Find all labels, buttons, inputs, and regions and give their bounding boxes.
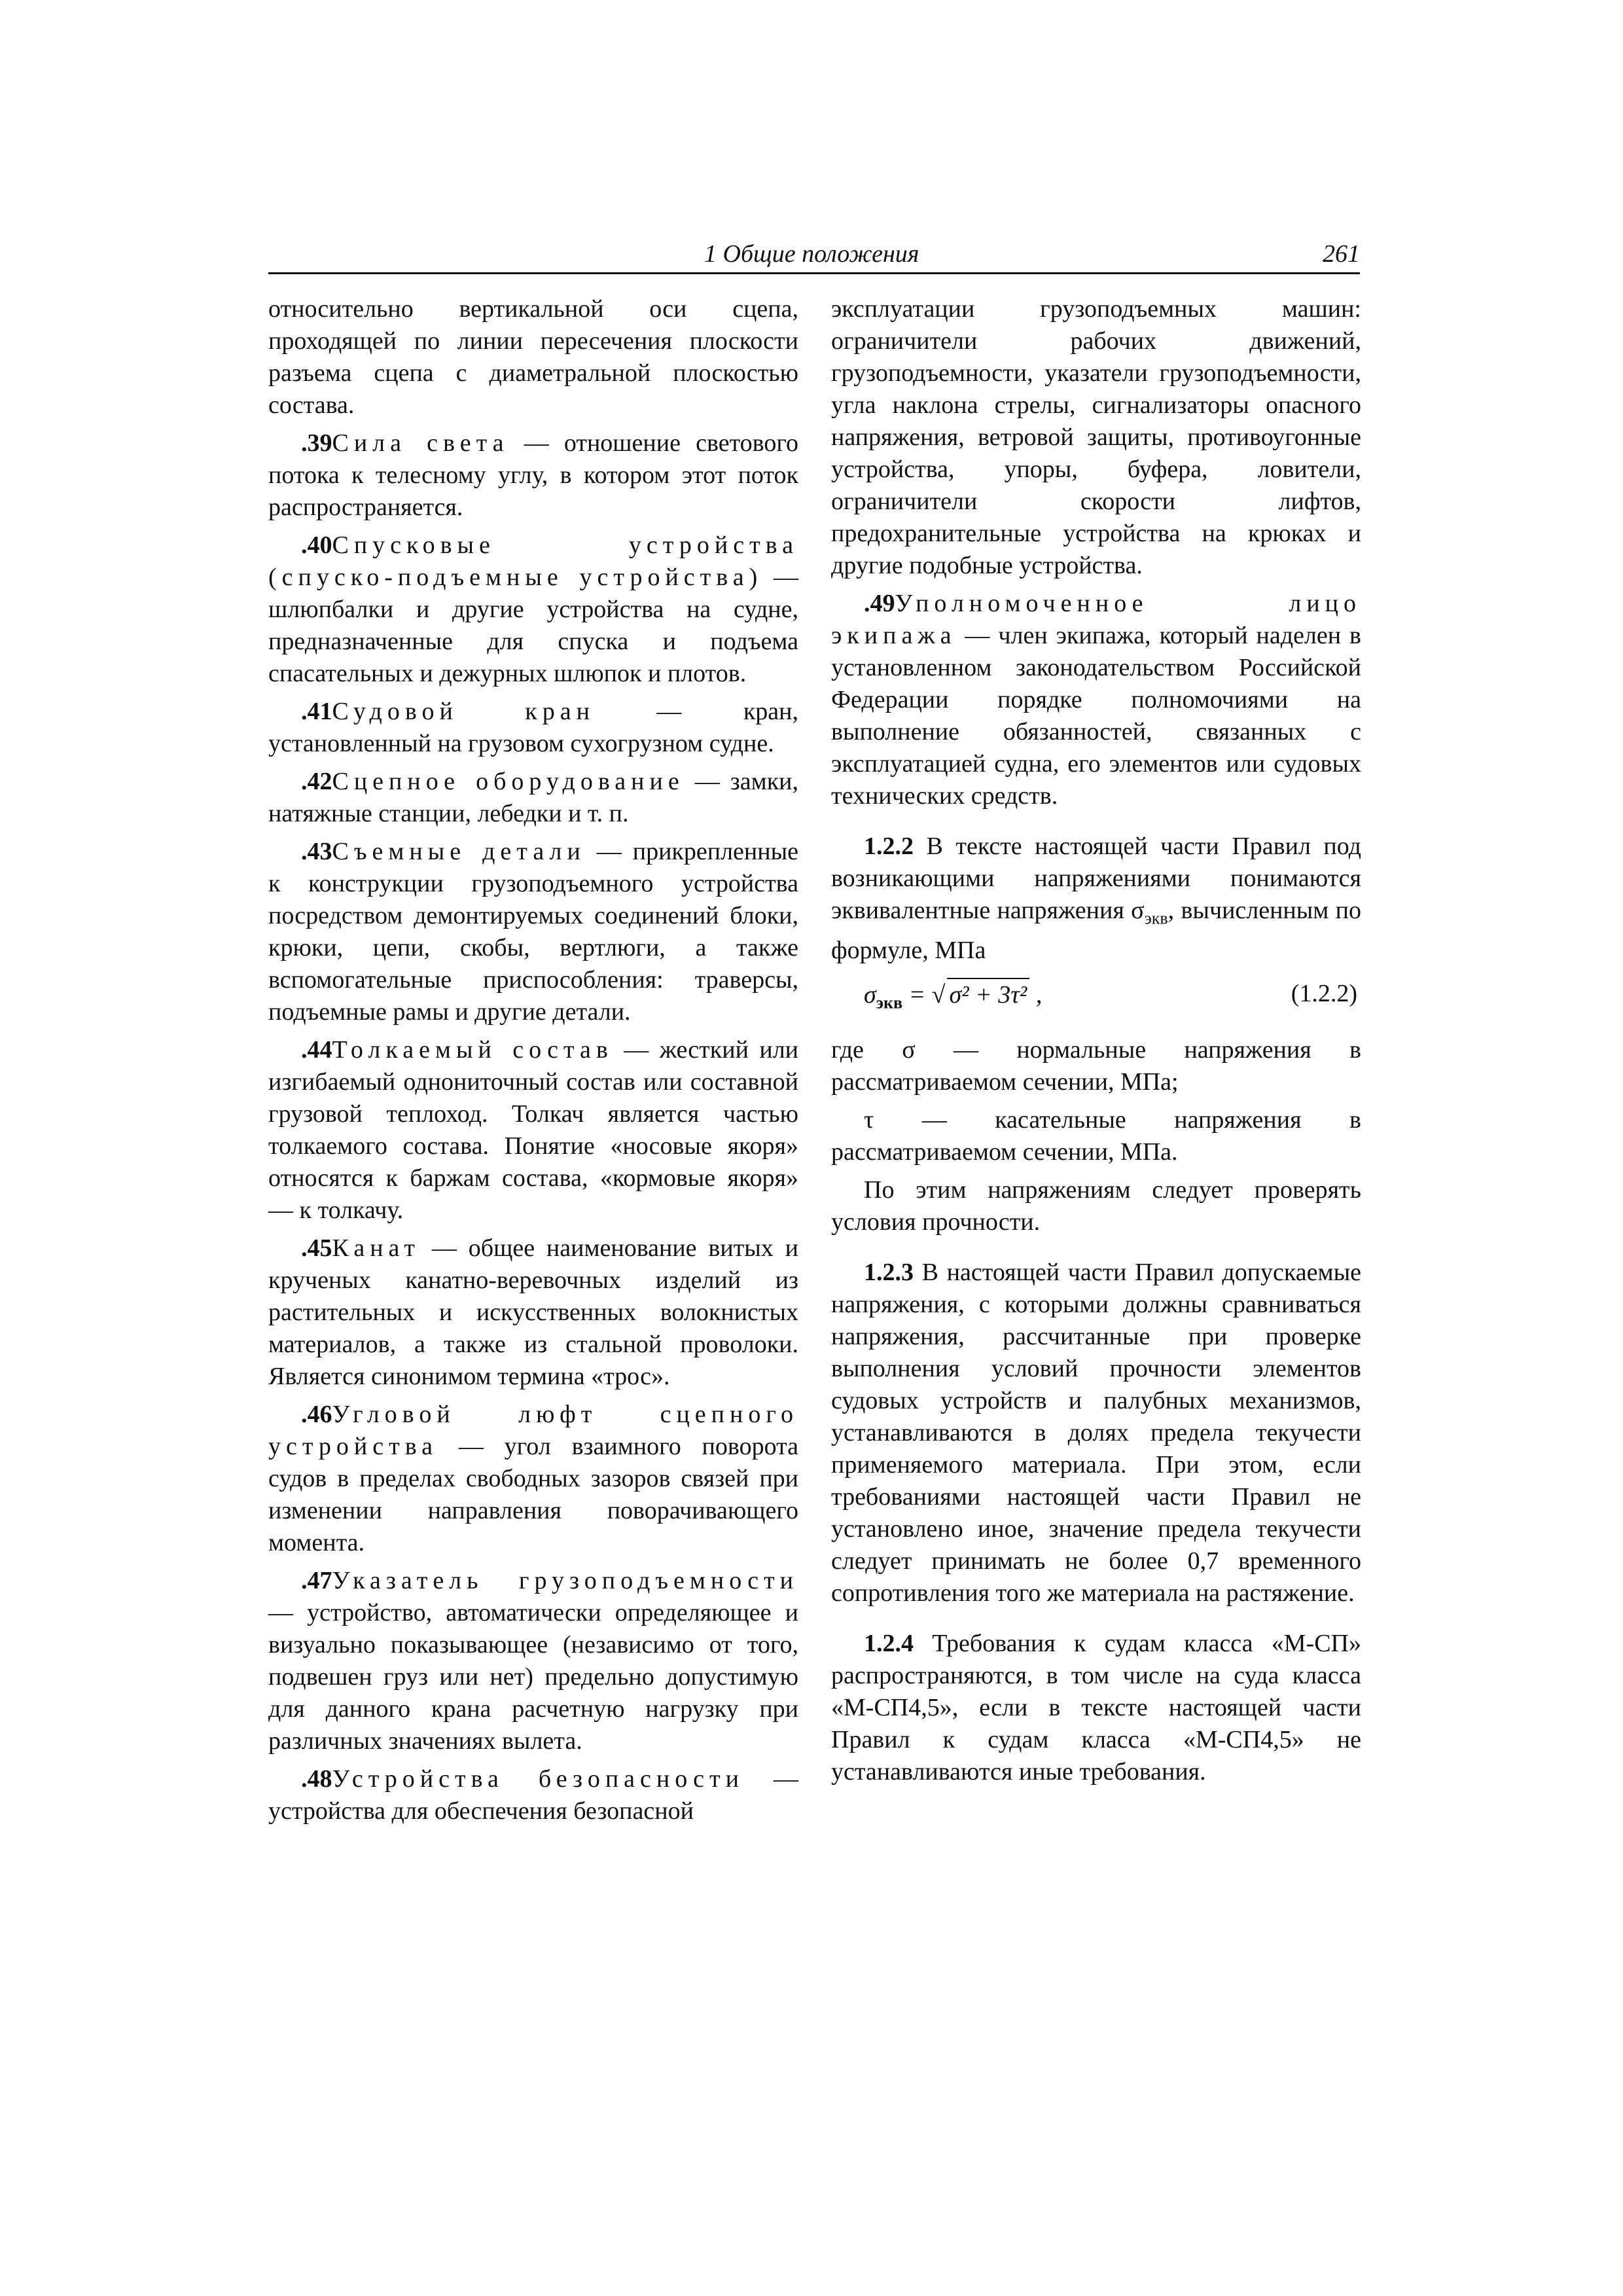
term: Толкаемый состав <box>332 1036 613 1064</box>
sigma-equivalent-symbol: $\sigma_{экв}$ <box>1131 897 1168 928</box>
section-text-end: , вычисленным по формуле, МПа <box>831 897 1361 964</box>
term: Съемные детали <box>332 838 586 865</box>
definition-45 <box>268 1232 798 1393</box>
item-number: .41 <box>301 698 332 725</box>
item-number: .47 <box>301 1567 332 1594</box>
term: Указатель грузоподъемности <box>332 1567 798 1594</box>
item-number: .39 <box>301 429 332 457</box>
term: Устройства безопасности <box>332 1765 744 1793</box>
section-number: 1.2.2 <box>864 833 914 860</box>
term: Угловой люфт сцепного устройства <box>268 1401 798 1460</box>
where-sigma: где σ — нормальные напряжения в рассматриваемом сечении, МПа; <box>831 1035 1361 1096</box>
term: Сцепное оборудование <box>332 768 685 795</box>
definition-39 <box>268 427 798 524</box>
definition-text: — кран, установленный на грузовом сухогрузном судне. <box>268 698 798 757</box>
term: Уполномоченное лицо экипажа <box>831 590 1361 649</box>
section-1-2-3 <box>831 1257 1361 1609</box>
formula-1-2-2 <box>831 973 1361 1024</box>
section-text: Требования к судам класса «М-СП» распространяются, в том числе на суда класса «М-СП4,5», если в тексте настоящей части Правил к судам класса «М-СП4,5» не устанавливаются иные требования. <box>831 1629 1361 1785</box>
section-1-2-2 <box>831 831 1361 967</box>
definition-text: — шлюпбалки и другие устройства на судне, предназначенные для спуска и подъема спасательных и дежурных шлюпок и плотов. <box>268 564 798 687</box>
item-number: .48 <box>301 1765 332 1793</box>
definition-text: — устройства для обеспечения безопасной <box>268 1765 798 1825</box>
paragraph-intro: относительно вертикальной оси сцепа, проходящей по линии пересечения плоскости разъема сцепа с диаметральной плоскостью состава. <box>268 295 798 419</box>
definition-text: — член экипажа, который наделен в установленном законодательством Российской Федерации порядке полномочиями на выполнение обязанностей, связанных с эксплуатацией судна, его элементов или судовых технических средств. <box>831 622 1361 810</box>
definition-43 <box>268 836 798 1028</box>
definition-text: — отношение светового потока к телесному углу, в котором этот поток распространяется. <box>268 429 798 521</box>
definition-text: — устройство, автоматически определяющее и визуально показывающее (независимо от того, подвешен груз или нет) предельно допустимую для данного крана расчетную нагрузку при различных значениях вылета. <box>268 1599 798 1755</box>
item-number: .40 <box>301 531 332 559</box>
item-number: .42 <box>301 768 332 795</box>
term: Сила света <box>332 429 509 457</box>
definition-text: — замки, натяжные станции, лебедки и т. п. <box>268 768 798 827</box>
definition-47 <box>268 1565 798 1757</box>
section-1-2-4 <box>831 1628 1361 1788</box>
right-column <box>831 293 1361 1794</box>
running-header <box>268 237 1360 274</box>
left-column <box>268 293 798 1833</box>
definition-42 <box>268 766 798 830</box>
definition-44 <box>268 1034 798 1227</box>
item-number: .46 <box>301 1401 332 1428</box>
definition-text: — прикрепленные к конструкции грузоподъемного устройства посредством демонтируемых соединений блоки, крюки, цепи, скобы, вертлюги, а также вспомогательные приспособления: траверсы, подъемные рамы и другие детали. <box>268 838 798 1026</box>
item-number: .44 <box>301 1036 332 1064</box>
item-number: .45 <box>301 1234 332 1262</box>
item-number: .43 <box>301 838 332 865</box>
definition-48 <box>268 1763 798 1827</box>
page-number: 261 <box>1323 240 1360 268</box>
section-text: В тексте настоящей части Правил под возникающими напряжениями понимаются эквивалентные напряжения <box>831 833 1361 924</box>
definition-41 <box>268 696 798 760</box>
paragraph-continuation: эксплуатации грузоподъемных машин: ограничители рабочих движений, грузоподъемности, указатели грузоподъемности, угла наклона стрелы, сигнализаторы опасного напряжения, ветровой защиты, противоугонные устройства, упоры, буфера, ловители, ограничители скорости лифтов, предохранительные устройства на крюках и другие подобные устройства. <box>831 295 1361 579</box>
radicand: σ² + 3τ² <box>947 978 1030 1011</box>
equation-number: (1.2.2) <box>1291 979 1357 1007</box>
strength-check-note: По этим напряжениям следует проверять условия прочности. <box>831 1175 1361 1236</box>
item-number: .49 <box>864 590 895 617</box>
where-tau: τ — касательные напряжения в рассматриваемом сечении, МПа. <box>831 1105 1361 1166</box>
definition-49 <box>831 588 1361 812</box>
definition-text: — угол взаимного поворота судов в пределах свободных зазоров связей при изменении направления поворачивающего момента. <box>268 1433 798 1556</box>
formula-expression: $\sigma_{экв}$ = √ σ² + 3τ² , <box>864 978 1042 1019</box>
definition-46 <box>268 1399 798 1559</box>
definition-text: — общее наименование витых и крученых канатно-веревочных изделий из растительных и искусственных волокнистых материалов, а также из стальной проволоки. Является синонимом термина «трос». <box>268 1234 798 1390</box>
chapter-title: 1 Общие положения <box>704 240 919 268</box>
section-number: 1.2.3 <box>864 1258 914 1286</box>
definition-40 <box>268 529 798 690</box>
term: Спусковые устройства (спуско-подъемные устройства) <box>268 531 798 591</box>
definition-text: — жесткий или изгибаемый однониточный состав или составной грузовой теплоход. Толкач является частью толкаемого состава. Понятие «носовые якоря» относятся к баржам состава, «кормовые якоря» — к толкачу. <box>268 1036 798 1224</box>
term: Судовой кран <box>332 698 595 725</box>
term: Канат <box>332 1234 421 1262</box>
section-text: В настоящей части Правил допускаемые напряжения, с которыми должны сравниваться напряжения, рассчитанные при проверке выполнения условий прочности элементов судовых устройств и палубных механизмов, устанавливаются в долях предела текучести применяемого материала. При этом, если требованиями настоящей части Правил не установлено иное, значение предела текучести следует принимать не более 0,7 временного сопротивления того же материала на растяжение. <box>831 1258 1361 1607</box>
section-number: 1.2.4 <box>864 1629 914 1657</box>
